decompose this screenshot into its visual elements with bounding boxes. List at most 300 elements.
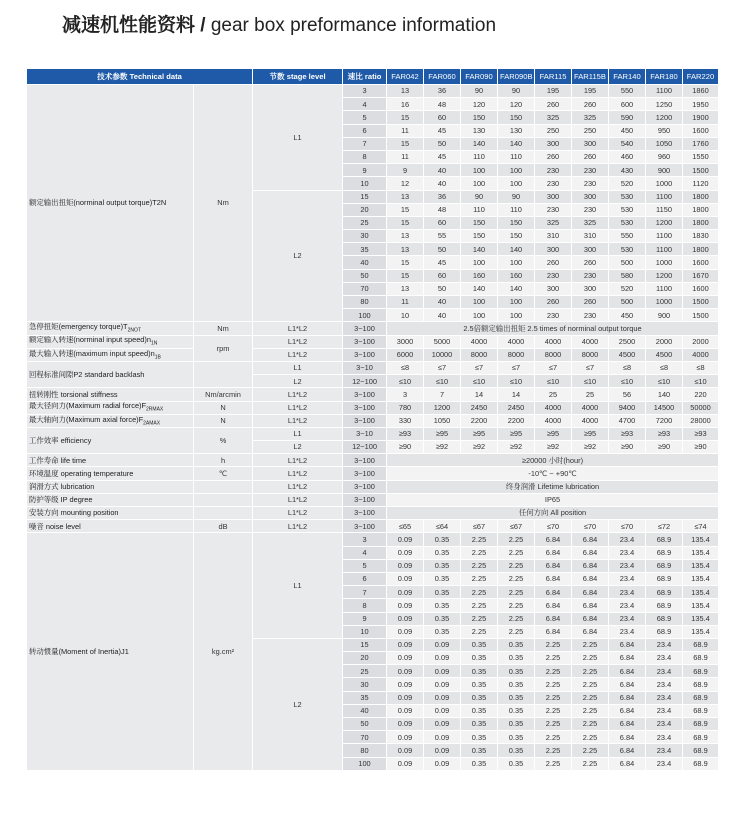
ratio-cell: 40 — [343, 704, 387, 717]
value-cell: ≥95 — [498, 427, 535, 440]
table-row — [27, 361, 719, 374]
value-cell: ≤67 — [461, 520, 498, 533]
ratio-cell: 50 — [343, 269, 387, 282]
value-cell: 100 — [461, 256, 498, 269]
value-cell: 530 — [609, 190, 646, 203]
value-cell: 1600 — [683, 256, 719, 269]
value-cell: 0.35 — [424, 599, 461, 612]
value-cell: 140 — [498, 137, 535, 150]
value-cell: 0.35 — [498, 704, 535, 717]
value-cell: 550 — [609, 85, 646, 98]
value-cell: 260 — [535, 98, 572, 111]
value-cell: 500 — [609, 296, 646, 309]
value-cell: 310 — [535, 230, 572, 243]
value-cell: 0.35 — [461, 638, 498, 651]
stage-cell: L1*L2 — [253, 520, 343, 533]
value-cell: 1200 — [424, 401, 461, 414]
value-cell: 2000 — [683, 335, 719, 348]
table-row — [27, 520, 719, 533]
spec-label-text: 最大轴向力(Maximum axial force)F — [29, 414, 144, 424]
value-cell: 55 — [424, 230, 461, 243]
value-cell: 68.9 — [646, 586, 683, 599]
ratio-cell: 30 — [343, 230, 387, 243]
value-cell: 300 — [535, 243, 572, 256]
table-row — [27, 85, 719, 98]
value-cell: ≤74 — [683, 520, 719, 533]
value-cell: 2.25 — [461, 586, 498, 599]
value-cell: ≤7 — [461, 361, 498, 374]
value-cell: 2.25 — [572, 652, 609, 665]
stage-cell: L1*L2 — [253, 388, 343, 401]
merged-value-cell: -10℃ ~ +90℃ — [387, 467, 719, 480]
value-cell: 8000 — [535, 348, 572, 361]
spec-label-subscript: 1N — [151, 340, 158, 347]
value-cell: 48 — [424, 203, 461, 216]
value-cell: 0.35 — [498, 652, 535, 665]
value-cell: 260 — [572, 256, 609, 269]
value-cell: 0.09 — [387, 678, 424, 691]
value-cell: 40 — [424, 296, 461, 309]
value-cell: 150 — [461, 230, 498, 243]
value-cell: 150 — [498, 230, 535, 243]
value-cell: ≥92 — [535, 441, 572, 454]
value-cell: 100 — [498, 256, 535, 269]
stage-cell: L1*L2 — [253, 348, 343, 361]
spec-label-text: 润滑方式 lubrication — [29, 482, 95, 492]
spec-label — [27, 388, 194, 401]
stage-cell: L1*L2 — [253, 454, 343, 467]
unit-cell: ℃ — [194, 467, 253, 480]
value-cell: 6.84 — [609, 665, 646, 678]
ratio-cell: 3~10 — [343, 427, 387, 440]
value-cell: 3 — [387, 388, 424, 401]
value-cell: 580 — [609, 269, 646, 282]
value-cell: 150 — [498, 216, 535, 229]
spec-label-subscript: 2NOT — [127, 327, 141, 334]
unit-cell — [194, 480, 253, 493]
table-row — [27, 348, 719, 361]
value-cell: 1800 — [683, 190, 719, 203]
spec-label — [27, 348, 194, 361]
value-cell: 68.9 — [683, 665, 719, 678]
spec-label — [27, 322, 194, 335]
value-cell: ≤72 — [646, 520, 683, 533]
value-cell: 4700 — [609, 414, 646, 427]
ratio-cell: 3~100 — [343, 493, 387, 506]
value-cell: 0.35 — [424, 533, 461, 546]
value-cell: 300 — [572, 243, 609, 256]
value-cell: ≤7 — [535, 361, 572, 374]
value-cell: 6.84 — [609, 704, 646, 717]
value-cell: 300 — [572, 137, 609, 150]
value-cell: 23.4 — [609, 572, 646, 585]
value-cell: 0.09 — [387, 559, 424, 572]
value-cell: ≥95 — [572, 427, 609, 440]
value-cell: 40 — [424, 309, 461, 322]
ratio-cell: 3~100 — [343, 335, 387, 348]
value-cell: 500 — [609, 256, 646, 269]
page-title-cn: 减速机性能资料 — [62, 15, 196, 36]
value-cell: 2.25 — [572, 731, 609, 744]
value-cell: 23.4 — [646, 744, 683, 757]
value-cell: 0.09 — [424, 652, 461, 665]
value-cell: 6.84 — [609, 757, 646, 770]
ratio-cell: 12~100 — [343, 441, 387, 454]
ratio-cell: 3 — [343, 533, 387, 546]
value-cell: 0.09 — [387, 744, 424, 757]
value-cell: 23.4 — [609, 546, 646, 559]
unit-cell — [194, 493, 253, 506]
value-cell: 0.35 — [424, 625, 461, 638]
value-cell: 8000 — [461, 348, 498, 361]
table-header-row — [27, 69, 719, 85]
value-cell: 90 — [461, 190, 498, 203]
spec-label-text: 急停扭矩(emergency torque)T — [29, 322, 128, 332]
value-cell: 325 — [572, 216, 609, 229]
value-cell: 450 — [609, 124, 646, 137]
value-cell: ≥95 — [424, 427, 461, 440]
value-cell: ≤65 — [387, 520, 424, 533]
value-cell: 2.25 — [461, 572, 498, 585]
value-cell: ≥90 — [387, 441, 424, 454]
stage-cell: L1 — [253, 427, 343, 440]
value-cell: 2.25 — [535, 718, 572, 731]
value-cell: 250 — [572, 124, 609, 137]
spec-label-subscript: 2RMAX — [146, 406, 164, 413]
unit-cell — [194, 361, 253, 387]
value-cell: 2.25 — [572, 718, 609, 731]
value-cell: 780 — [387, 401, 424, 414]
value-cell: 1150 — [646, 203, 683, 216]
value-cell: ≥90 — [646, 441, 683, 454]
value-cell: 60 — [424, 216, 461, 229]
ratio-cell: 80 — [343, 296, 387, 309]
value-cell: 6.84 — [609, 718, 646, 731]
value-cell: 325 — [535, 111, 572, 124]
value-cell: 135.4 — [683, 586, 719, 599]
value-cell: 6.84 — [535, 586, 572, 599]
value-cell: 230 — [572, 269, 609, 282]
inertia-label-text: 转动惯量(Moment of Inertia)J1 — [29, 646, 129, 656]
value-cell: ≥92 — [498, 441, 535, 454]
merged-value-cell: 终身润滑 Lifetime lubrication — [387, 480, 719, 493]
value-cell: 68.9 — [683, 731, 719, 744]
value-cell: 1000 — [646, 296, 683, 309]
ratio-cell: 40 — [343, 256, 387, 269]
value-cell: 1600 — [683, 124, 719, 137]
value-cell: 300 — [572, 190, 609, 203]
value-cell: ≥95 — [535, 427, 572, 440]
header-technical-data: 技术参数 Technical data — [27, 69, 253, 85]
stage-cell: L1*L2 — [253, 493, 343, 506]
value-cell: ≥93 — [387, 427, 424, 440]
ratio-cell: 9 — [343, 164, 387, 177]
value-cell: ≤7 — [424, 361, 461, 374]
spec-label — [27, 414, 194, 427]
inertia-label — [27, 533, 194, 770]
value-cell: 13 — [387, 190, 424, 203]
ratio-cell: 35 — [343, 691, 387, 704]
ratio-cell: 15 — [343, 638, 387, 651]
value-cell: 100 — [498, 177, 535, 190]
table-row — [27, 427, 719, 440]
value-cell: 0.09 — [387, 612, 424, 625]
ratio-cell: 20 — [343, 203, 387, 216]
value-cell: 6.84 — [535, 533, 572, 546]
value-cell: 4000 — [572, 335, 609, 348]
table-body — [27, 85, 719, 771]
merged-value-cell: 2.5倍额定输出扭矩 2.5 times of norminal output torque — [387, 322, 719, 335]
value-cell: 100 — [461, 177, 498, 190]
value-cell: 14500 — [646, 401, 683, 414]
value-cell: 15 — [387, 269, 424, 282]
value-cell: 140 — [498, 282, 535, 295]
value-cell: 1900 — [683, 111, 719, 124]
spec-label — [27, 480, 194, 493]
ratio-cell: 7 — [343, 137, 387, 150]
spec-label-text: 工作寿命 life time — [29, 455, 87, 465]
header-ratio: 速比 ratio — [343, 69, 387, 85]
ratio-cell: 20 — [343, 652, 387, 665]
value-cell: 0.35 — [461, 652, 498, 665]
value-cell: 68.9 — [646, 572, 683, 585]
performance-table — [26, 68, 719, 771]
spec-label-text: 防护等级 IP degree — [29, 495, 93, 505]
value-cell: 530 — [609, 216, 646, 229]
value-cell: 0.09 — [424, 691, 461, 704]
value-cell: 0.09 — [387, 546, 424, 559]
value-cell: 13 — [387, 282, 424, 295]
value-cell: 150 — [498, 111, 535, 124]
value-cell: 1830 — [683, 230, 719, 243]
stage-cell: L2 — [253, 375, 343, 388]
value-cell: 300 — [535, 137, 572, 150]
value-cell: 130 — [461, 124, 498, 137]
spec-label-subscript: 2AMAX — [143, 420, 161, 427]
value-cell: 6.84 — [572, 572, 609, 585]
stage-cell: L1*L2 — [253, 322, 343, 335]
value-cell: 900 — [646, 309, 683, 322]
ratio-cell: 3~10 — [343, 361, 387, 374]
value-cell: 2.25 — [498, 572, 535, 585]
header-model: FAR090B — [498, 69, 535, 85]
value-cell: 4000 — [572, 414, 609, 427]
value-cell: 0.09 — [387, 757, 424, 770]
value-cell: 23.4 — [646, 665, 683, 678]
ratio-cell: 10 — [343, 625, 387, 638]
value-cell: 2.25 — [572, 638, 609, 651]
value-cell: 13 — [387, 230, 424, 243]
spec-label-text: 回程标准间隙P2 standard backlash — [29, 369, 145, 379]
unit-cell — [194, 507, 253, 520]
unit-cell: N — [194, 401, 253, 414]
table-row — [27, 414, 719, 427]
value-cell: 6.84 — [609, 691, 646, 704]
value-cell: 2.25 — [535, 731, 572, 744]
value-cell: 6.84 — [572, 546, 609, 559]
value-cell: 135.4 — [683, 533, 719, 546]
value-cell: 140 — [461, 282, 498, 295]
page-title-separator: / — [195, 15, 211, 36]
ratio-cell: 80 — [343, 744, 387, 757]
value-cell: 100 — [461, 296, 498, 309]
value-cell: 530 — [609, 243, 646, 256]
value-cell: 135.4 — [683, 599, 719, 612]
table-row — [27, 533, 719, 546]
ratio-cell: 8 — [343, 599, 387, 612]
value-cell: 1000 — [646, 177, 683, 190]
ratio-cell: 15 — [343, 190, 387, 203]
value-cell: 230 — [572, 177, 609, 190]
value-cell: 0.09 — [387, 533, 424, 546]
value-cell: 0.35 — [461, 718, 498, 731]
table-row — [27, 480, 719, 493]
value-cell: 590 — [609, 111, 646, 124]
value-cell: ≥92 — [461, 441, 498, 454]
stage-cell: L1 — [253, 361, 343, 374]
value-cell: 110 — [461, 150, 498, 163]
value-cell: 135.4 — [683, 572, 719, 585]
value-cell: 2.25 — [535, 744, 572, 757]
spec-label-text: 工作效率 efficiency — [29, 435, 92, 445]
value-cell: 13 — [387, 85, 424, 98]
table-row — [27, 401, 719, 414]
value-cell: ≥92 — [572, 441, 609, 454]
value-cell: 450 — [609, 309, 646, 322]
value-cell: 310 — [572, 230, 609, 243]
value-cell: 135.4 — [683, 559, 719, 572]
stage-cell: L1 — [253, 533, 343, 639]
ratio-cell: 3~100 — [343, 480, 387, 493]
value-cell: 68.9 — [646, 559, 683, 572]
ratio-cell: 3~100 — [343, 507, 387, 520]
value-cell: 15 — [387, 111, 424, 124]
value-cell: 330 — [387, 414, 424, 427]
value-cell: 110 — [461, 203, 498, 216]
value-cell: 68.9 — [683, 678, 719, 691]
value-cell: 9 — [387, 164, 424, 177]
stage-cell: L2 — [253, 190, 343, 322]
value-cell: 2.25 — [535, 691, 572, 704]
value-cell: 2.25 — [535, 652, 572, 665]
ratio-cell: 7 — [343, 586, 387, 599]
value-cell: 2.25 — [461, 546, 498, 559]
stage-cell: L2 — [253, 441, 343, 454]
ratio-cell: 3~100 — [343, 454, 387, 467]
value-cell: 0.09 — [424, 744, 461, 757]
value-cell: 36 — [424, 190, 461, 203]
torque-label-unit: Nm — [194, 85, 253, 322]
value-cell: ≥90 — [683, 441, 719, 454]
value-cell: 0.09 — [387, 638, 424, 651]
value-cell: 6.84 — [535, 625, 572, 638]
value-cell: 2.25 — [572, 704, 609, 717]
spec-label — [27, 493, 194, 506]
value-cell: 68.9 — [646, 612, 683, 625]
value-cell: 300 — [572, 282, 609, 295]
value-cell: 23.4 — [646, 704, 683, 717]
page-title-en: gear box preformance information — [210, 15, 497, 36]
value-cell: 40 — [424, 164, 461, 177]
value-cell: 2.25 — [535, 704, 572, 717]
value-cell: 0.09 — [424, 731, 461, 744]
value-cell: 0.09 — [424, 665, 461, 678]
value-cell: 8000 — [498, 348, 535, 361]
value-cell: 0.09 — [387, 586, 424, 599]
ratio-cell: 3 — [343, 85, 387, 98]
value-cell: 0.35 — [461, 665, 498, 678]
value-cell: 6.84 — [572, 586, 609, 599]
spec-label-text: 额定输入转速(norminal input speed)n — [29, 335, 151, 345]
value-cell: 960 — [646, 150, 683, 163]
ratio-cell: 3~100 — [343, 520, 387, 533]
stage-cell: L1*L2 — [253, 414, 343, 427]
ratio-cell: 12~100 — [343, 375, 387, 388]
value-cell: ≤8 — [646, 361, 683, 374]
ratio-cell: 4 — [343, 546, 387, 559]
value-cell: 135.4 — [683, 546, 719, 559]
value-cell: 1550 — [683, 150, 719, 163]
value-cell: ≥93 — [683, 427, 719, 440]
value-cell: 11 — [387, 150, 424, 163]
value-cell: 160 — [461, 269, 498, 282]
value-cell: 1100 — [646, 230, 683, 243]
value-cell: 195 — [535, 85, 572, 98]
header-model: FAR220 — [683, 69, 719, 85]
value-cell: 68.9 — [646, 599, 683, 612]
value-cell: 1100 — [646, 190, 683, 203]
value-cell: 0.35 — [498, 731, 535, 744]
spec-label-text: 噪音 noise level — [29, 521, 81, 531]
ratio-cell: 25 — [343, 665, 387, 678]
value-cell: 0.35 — [498, 638, 535, 651]
value-cell: 230 — [535, 164, 572, 177]
value-cell: 120 — [498, 98, 535, 111]
value-cell: 6.84 — [535, 572, 572, 585]
ratio-cell: 6 — [343, 124, 387, 137]
value-cell: ≥95 — [461, 427, 498, 440]
value-cell: 2.25 — [572, 691, 609, 704]
value-cell: 2.25 — [498, 612, 535, 625]
value-cell: 230 — [535, 177, 572, 190]
ratio-cell: 100 — [343, 757, 387, 770]
value-cell: ≤10 — [646, 375, 683, 388]
value-cell: 1800 — [683, 203, 719, 216]
value-cell: 230 — [535, 309, 572, 322]
value-cell: ≤10 — [683, 375, 719, 388]
value-cell: 300 — [535, 190, 572, 203]
value-cell: 45 — [424, 150, 461, 163]
value-cell: 1800 — [683, 243, 719, 256]
value-cell: 2450 — [461, 401, 498, 414]
value-cell: 0.09 — [387, 625, 424, 638]
value-cell: 0.35 — [498, 744, 535, 757]
value-cell: 0.35 — [498, 718, 535, 731]
value-cell: 1100 — [646, 85, 683, 98]
value-cell: 23.4 — [609, 533, 646, 546]
ratio-cell: 8 — [343, 150, 387, 163]
spec-label-text: 最大输入转速(maximum input speed)n — [29, 348, 155, 358]
value-cell: 68.9 — [683, 757, 719, 770]
value-cell: 68.9 — [646, 546, 683, 559]
value-cell: 6.84 — [609, 678, 646, 691]
value-cell: 0.35 — [461, 731, 498, 744]
ratio-cell: 5 — [343, 559, 387, 572]
value-cell: 1200 — [646, 269, 683, 282]
ratio-cell: 50 — [343, 718, 387, 731]
value-cell: 160 — [498, 269, 535, 282]
value-cell: 11 — [387, 296, 424, 309]
